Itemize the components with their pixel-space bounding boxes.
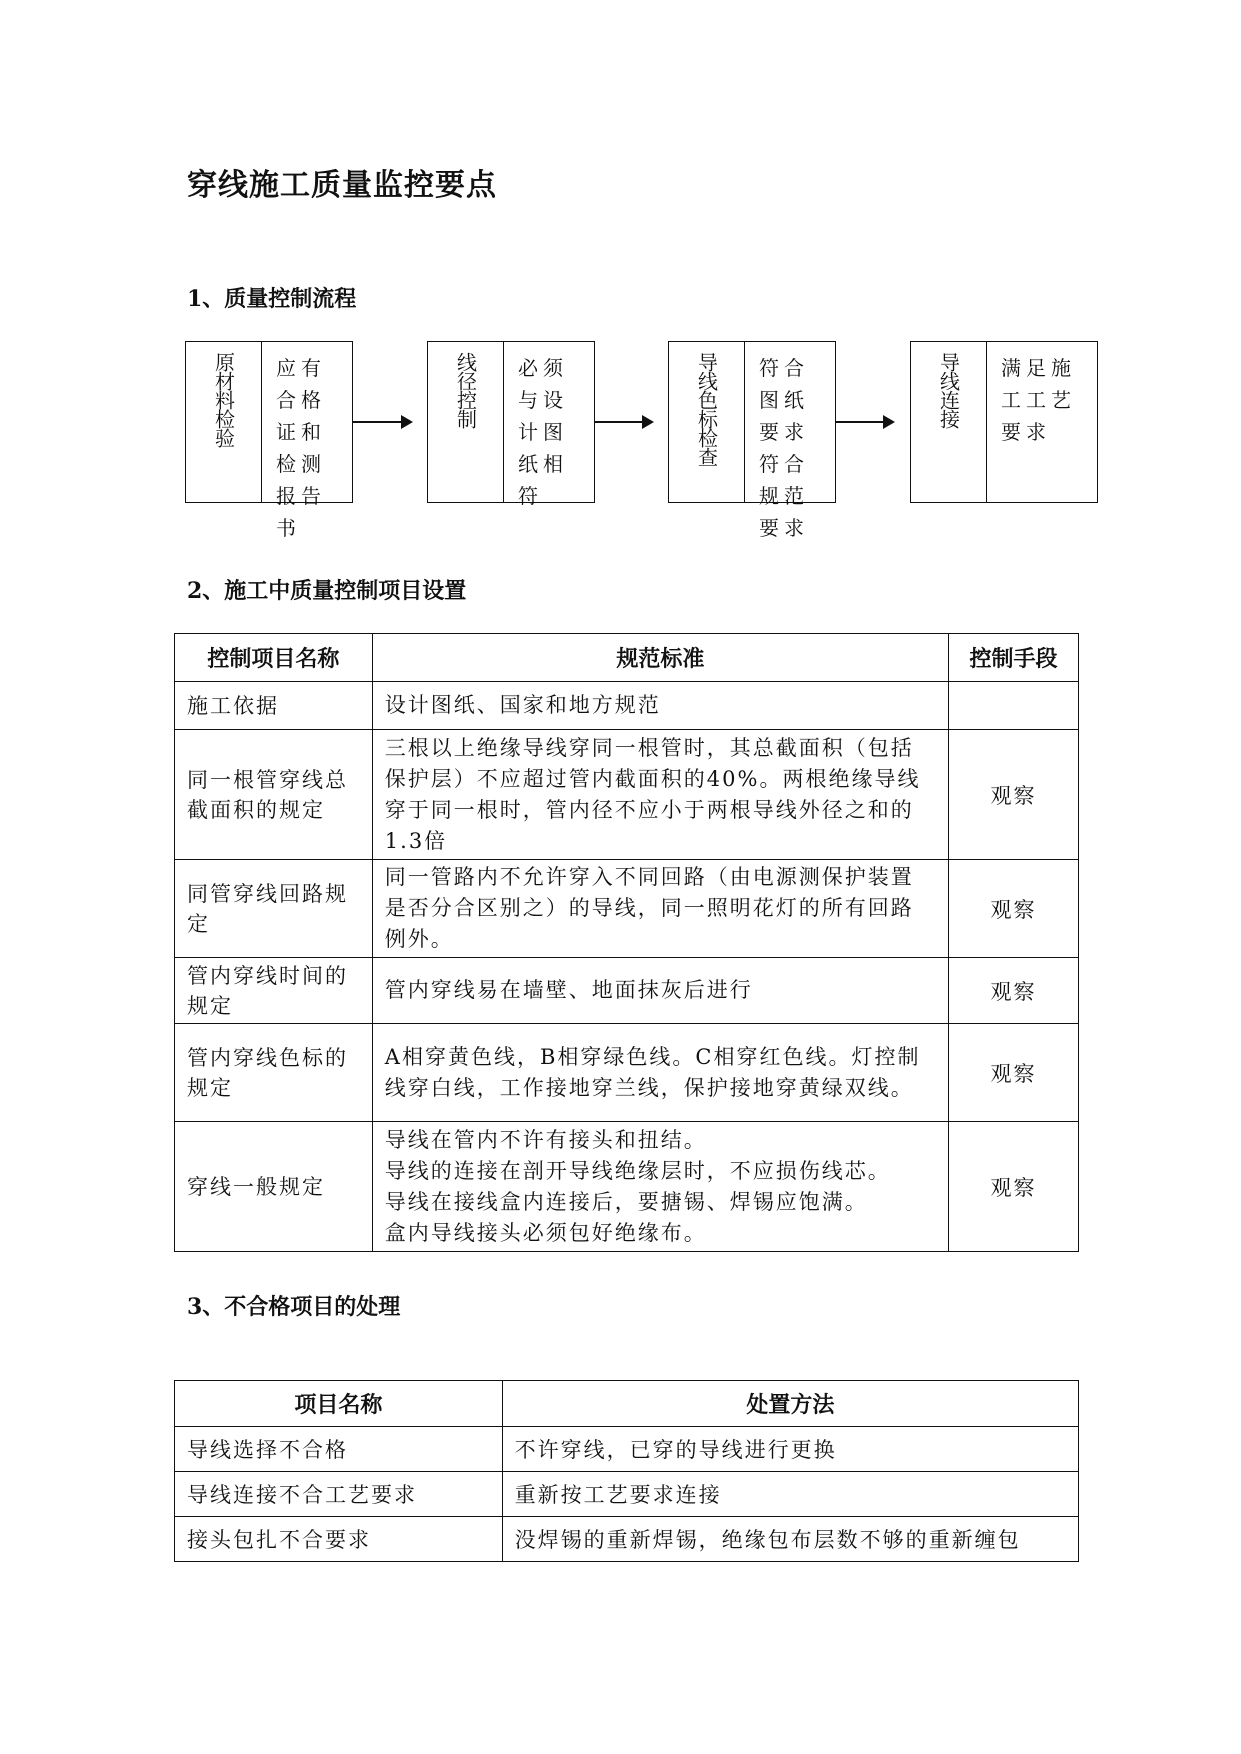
standard-line: 导线在管内不许有接头和扭结。 (384, 1127, 707, 1152)
col-header-item-name: 项目名称 (175, 1381, 503, 1427)
flow-box-color-code-check (668, 341, 836, 540)
flow-box-material-inspection (185, 341, 353, 540)
control-method-cell: 观察 (949, 1024, 1079, 1122)
flow-box-desc: 满足施工工艺要求 (1001, 356, 1076, 444)
flow-box-desc: 应有合格证和检测报告书 (276, 356, 326, 540)
col-header-standard: 规范标准 (372, 634, 948, 682)
table-header-row (175, 1381, 1079, 1427)
table-row (175, 1427, 1079, 1472)
control-method-cell: 观察 (949, 1122, 1079, 1252)
standard-cell: 管内穿线易在墙壁、地面抹灰后进行 (372, 958, 948, 1024)
item-name-cell: 施工依据 (175, 682, 373, 730)
flow-box-desc: 符合图纸要求符合规范要求 (759, 356, 809, 540)
standard-line: 导线的连接在剖开导线绝缘层时，不应损伤线芯。 (384, 1158, 891, 1183)
quality-flow-diagram (185, 341, 1100, 540)
disposal-method-cell: 没焊锡的重新焊锡，绝缘包布层数不够的重新缠包 (502, 1517, 1078, 1562)
flow-box-label: 导线连接 (911, 342, 987, 502)
flow-box-wire-connection (910, 341, 1098, 503)
table-row (175, 682, 1079, 730)
standard-cell: 三根以上绝缘导线穿同一根管时，其总截面积（包括保护层）不应超过管内截面积的40%。两根绝缘导线穿于同一根时，管内径不应小于两根导线外径之和的1.3倍 (372, 730, 948, 860)
table-row (175, 860, 1079, 958)
item-name-cell: 导线选择不合格 (175, 1427, 503, 1472)
item-name-cell: 同管穿线回路规定 (175, 860, 373, 958)
control-method-cell (949, 682, 1079, 730)
col-header-control-method: 控制手段 (949, 634, 1079, 682)
disposal-method-cell: 不许穿线，已穿的导线进行更换 (502, 1427, 1078, 1472)
standard-cell: 同一管路内不允许穿入不同回路（由电源测保护装置是否分合区别之）的导线，同一照明花灯的所有回路例外。 (372, 860, 948, 958)
disposal-method-cell: 重新按工艺要求连接 (502, 1472, 1078, 1517)
flow-box-label: 原材料检验 (186, 342, 262, 502)
table-row (175, 1024, 1079, 1122)
flow-box-label: 导线色标检查 (669, 342, 745, 502)
item-name-cell: 管内穿线色标的规定 (175, 1024, 373, 1122)
item-name-cell: 同一根管穿线总截面积的规定 (175, 730, 373, 860)
standard-cell: 设计图纸、国家和地方规范 (372, 682, 948, 730)
item-name-cell: 导线连接不合工艺要求 (175, 1472, 503, 1517)
item-name-cell: 接头包扎不合要求 (175, 1517, 503, 1562)
nonconformance-table (174, 1380, 1079, 1562)
standard-cell: A相穿黄色线，B相穿绿色线。C相穿红色线。灯控制线穿白线，工作接地穿兰线，保护接地穿黄绿双线。 (372, 1024, 948, 1122)
flow-arrow (595, 421, 652, 423)
table-row (175, 730, 1079, 860)
section-heading-control-items: 2、施工中质量控制项目设置 (187, 578, 467, 604)
table-header-row (175, 634, 1079, 682)
flow-box-desc: 必须与设计图纸相符 (518, 356, 568, 508)
page-title: 穿线施工质量监控要点 (187, 168, 497, 203)
control-method-cell: 观察 (949, 730, 1079, 860)
col-header-item-name: 控制项目名称 (175, 634, 373, 682)
table-row (175, 1122, 1079, 1252)
col-header-disposal-method: 处置方法 (502, 1381, 1078, 1427)
control-items-table (174, 633, 1079, 1252)
flow-arrow (836, 421, 893, 423)
flow-box-label: 线径控制 (428, 342, 504, 502)
section-heading-nonconformance: 3、不合格项目的处理 (187, 1294, 401, 1320)
item-name-cell: 穿线一般规定 (175, 1122, 373, 1252)
table-row (175, 1472, 1079, 1517)
section-heading-flow: 1、质量控制流程 (187, 286, 357, 312)
table-row (175, 958, 1079, 1024)
standard-line: 盒内导线接头必须包好绝缘布。 (384, 1220, 707, 1245)
item-name-cell: 管内穿线时间的规定 (175, 958, 373, 1024)
flow-box-wire-diameter (427, 341, 595, 508)
table-row (175, 1517, 1079, 1562)
flow-arrow (353, 421, 411, 423)
control-method-cell: 观察 (949, 860, 1079, 958)
control-method-cell: 观察 (949, 958, 1079, 1024)
standard-line: 导线在接线盒内连接后，要搪锡、焊锡应饱满。 (384, 1189, 868, 1214)
standard-cell (372, 1122, 948, 1252)
